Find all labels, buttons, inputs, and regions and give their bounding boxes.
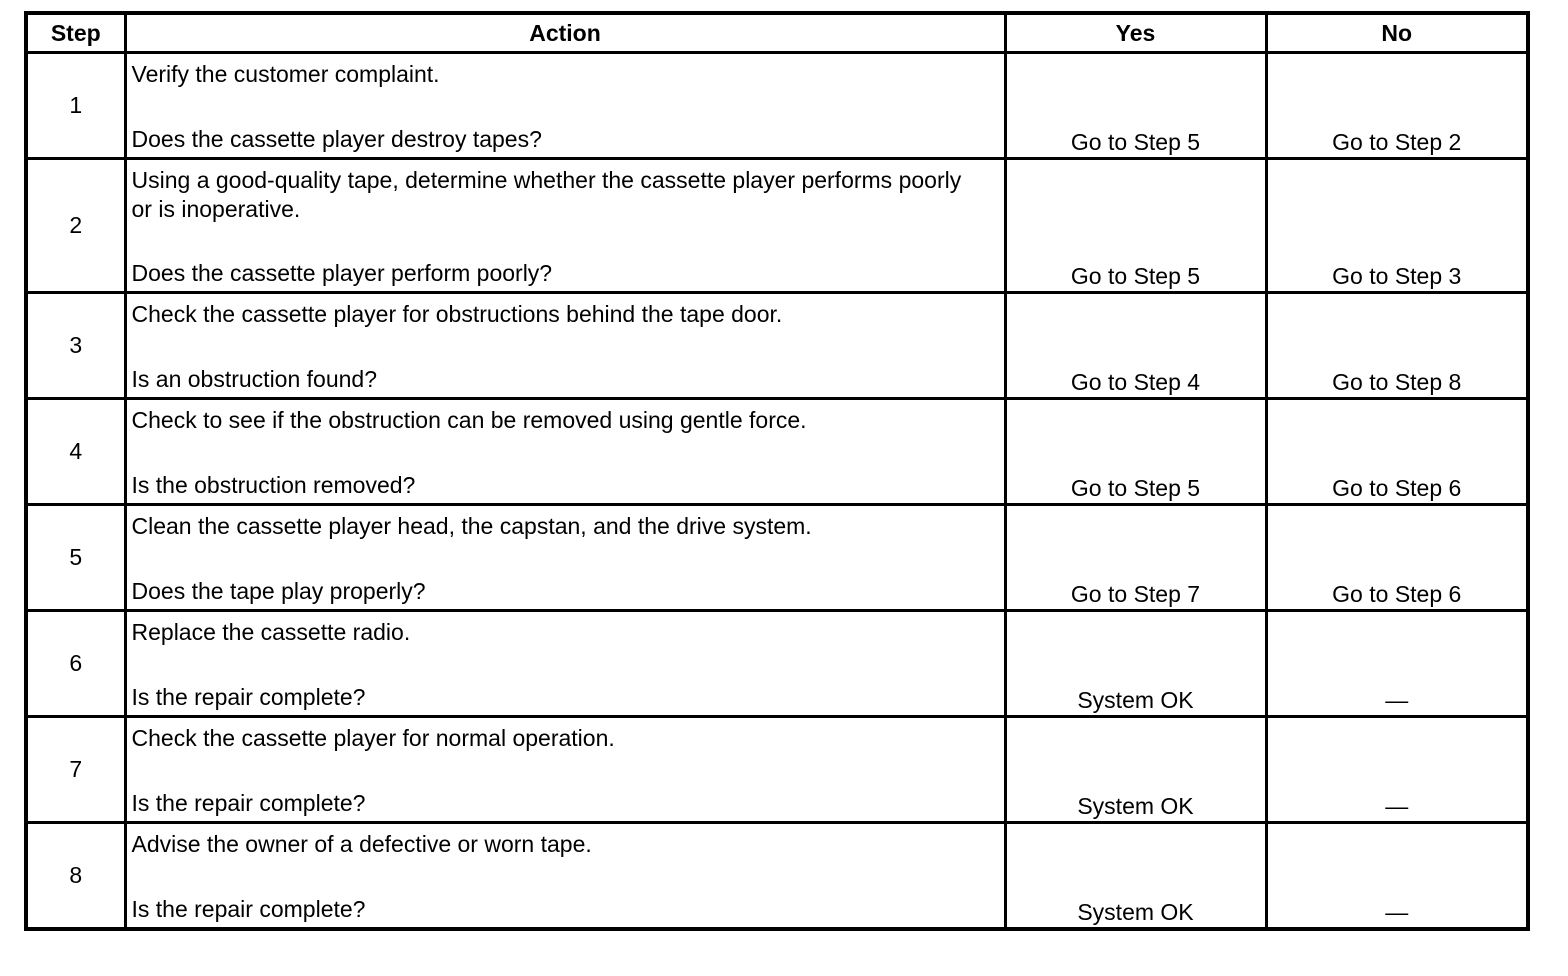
action-question: Does the cassette player perform poorly?	[131, 260, 553, 286]
action-cell	[125, 53, 1005, 159]
action-instruction: Verify the customer complaint.	[131, 61, 440, 87]
header-yes: Yes	[1005, 13, 1266, 53]
table-row	[26, 293, 1528, 399]
header-action: Action	[125, 13, 1005, 53]
no-result: —	[1266, 717, 1528, 823]
step-number: 1	[26, 53, 125, 159]
step-number: 3	[26, 293, 125, 399]
no-result: —	[1266, 823, 1528, 929]
no-result: Go to Step 6	[1266, 505, 1528, 611]
action-cell	[125, 399, 1005, 505]
action-instruction: Clean the cassette player head, the capstan, and the drive system.	[131, 513, 812, 539]
step-number: 6	[26, 611, 125, 717]
action-question: Is the repair complete?	[131, 684, 366, 710]
header-row	[26, 13, 1528, 53]
yes-result: Go to Step 7	[1005, 505, 1266, 611]
action-cell	[125, 717, 1005, 823]
action-cell	[125, 823, 1005, 929]
action-question: Is the repair complete?	[131, 790, 366, 816]
step-number: 4	[26, 399, 125, 505]
action-instruction: Check the cassette player for normal operation.	[131, 725, 615, 751]
yes-result: System OK	[1005, 823, 1266, 929]
yes-result: Go to Step 4	[1005, 293, 1266, 399]
action-instruction: Replace the cassette radio.	[131, 619, 411, 645]
yes-result: System OK	[1005, 717, 1266, 823]
action-cell	[125, 611, 1005, 717]
table-row	[26, 53, 1528, 159]
yes-result: Go to Step 5	[1005, 399, 1266, 505]
diagnostic-table	[24, 11, 1530, 931]
table-row	[26, 159, 1528, 293]
action-instruction: Using a good-quality tape, determine whether the cassette player performs poorly or is inoperative.	[131, 167, 962, 222]
step-number: 5	[26, 505, 125, 611]
header-no: No	[1266, 13, 1528, 53]
action-cell	[125, 505, 1005, 611]
action-question: Does the tape play properly?	[131, 578, 426, 604]
step-number: 7	[26, 717, 125, 823]
no-result: Go to Step 2	[1266, 53, 1528, 159]
yes-result: Go to Step 5	[1005, 159, 1266, 293]
action-instruction: Advise the owner of a defective or worn tape.	[131, 831, 592, 857]
yes-result: Go to Step 5	[1005, 53, 1266, 159]
no-result: Go to Step 3	[1266, 159, 1528, 293]
table-row	[26, 399, 1528, 505]
yes-result: System OK	[1005, 611, 1266, 717]
step-number: 2	[26, 159, 125, 293]
action-question: Does the cassette player destroy tapes?	[131, 126, 542, 152]
step-number: 8	[26, 823, 125, 929]
table-row	[26, 505, 1528, 611]
action-question: Is an obstruction found?	[131, 366, 377, 392]
action-question: Is the obstruction removed?	[131, 472, 416, 498]
action-cell	[125, 293, 1005, 399]
action-instruction: Check the cassette player for obstructions behind the tape door.	[131, 301, 783, 327]
no-result: —	[1266, 611, 1528, 717]
no-result: Go to Step 8	[1266, 293, 1528, 399]
no-result: Go to Step 6	[1266, 399, 1528, 505]
table-row	[26, 611, 1528, 717]
table-row	[26, 823, 1528, 929]
action-cell	[125, 159, 1005, 293]
header-step: Step	[26, 13, 125, 53]
table-row	[26, 717, 1528, 823]
action-question: Is the repair complete?	[131, 895, 366, 922]
action-instruction: Check to see if the obstruction can be removed using gentle force.	[131, 407, 807, 433]
